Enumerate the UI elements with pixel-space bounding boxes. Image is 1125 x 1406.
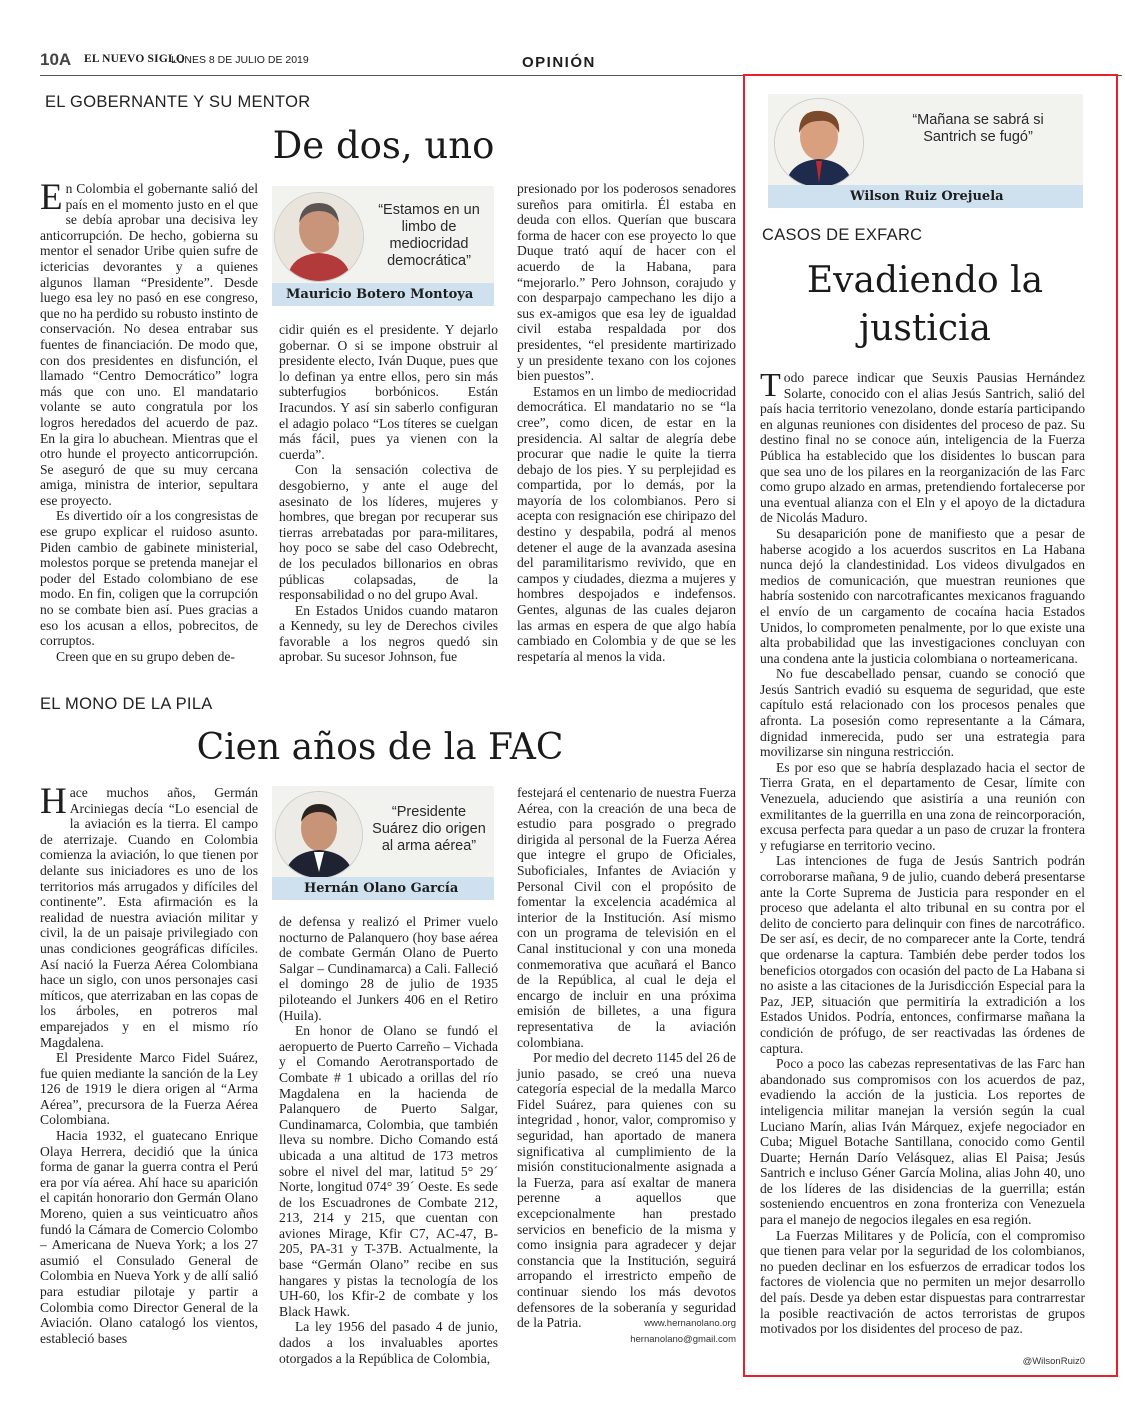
paragraph: festejará el centenario de nuestra Fuerza Aérea, con la creación de una beca de estudio para posgrado o pregrado dirigida al personal de la Fuerza Aérea que integre el grupo de Oficiales, Suboficiales, Infantes de Aviación y Personal Civil con el propósito de fomentar la excelencia académica al interior de la Institución. Así mismo con un programa de televisión en el Canal institucional y con una moneda conmemorativa que acuñará el Banco de la República, al cual le deja el encargo de incluir en una próxima emisión de billetes, a una figura representativa de la aviación colombiana. <box>517 785 736 1050</box>
article3-twitter-handle: @WilsonRuiz0 <box>1022 1356 1085 1367</box>
drop-cap: T <box>760 367 781 404</box>
paragraph: En Colombia el gobernante salió del país en el momento justo en el que se debía aprobar una decisiva ley anticorrupción. De hecho, gobierna su mentor el senador Uribe quien sufre de ictericias devorantes y a quienes algunos llaman “Presidente”. Desde luego esa ley no pasó en ese congreso, que no ha perdido su robusto instinto de conservación. No desea entrabar sus fuentes de financiación. De modo que, con dos presidentes en disfunción, el llamado “Centro Democrático” logra más que con uno. El mandatario volante se auto congratula por los logros heredados del acuerdo de paz. En la gira lo abuchean. Mientras que el otro hunde el proyecto anticorrupción. Se aseguró de que su muy cercana amiga, ministra de interior, sepultara ese proyecto. <box>40 177 258 508</box>
drop-cap: H <box>40 781 67 822</box>
article1-author-name: Mauricio Botero Montoya <box>272 283 494 306</box>
section-name: OPINIÓN <box>522 54 596 71</box>
article2-author-box <box>272 786 494 900</box>
article2-website: www.hernanolano.org <box>644 1318 736 1329</box>
article3-pull-quote: “Mañana se sabrá si Santrich se fugó” <box>912 112 1044 145</box>
paragraph: Es divertido oír a los congresistas de ese grupo explicar el ruidoso asunto. Piden cambio de gabinete ministerial, molestos porque se pretenda manejar el poder del Estado colombiano de ese modo. En fin, coligen que la corrupción no se combate bien así. Pues gracias a eso los acusan a ellos, pobrecitos, de corruptos. <box>40 508 258 649</box>
paragraph: El Presidente Marco Fidel Suárez, fue quien mediante la sanción de la Ley 126 de 1919 le diera origen al “Arma Aérea”, precursora de la Fuerza Aérea Colombiana. <box>40 1050 258 1128</box>
paragraph: No fue descabellado pensar, cuando se conoció que Jesús Santrich evadió su esquema de seguridad, que este capítulo está relacionado con los procesos penales que afronta. La posesión como representante a la Cámara, dignidad inmerecida, pudo ser una estrategia para movilizarse sin ninguna restricción. <box>760 666 1085 760</box>
author-portrait <box>274 192 364 282</box>
paragraph: Su desaparición pone de manifiesto que a pesar de haberse acogido a los acuerdos suscritos en La Habana nunca dejó la clandestinidad. Los videos divulgados en medios de comunicación, que muestran reuniones que habría sostenido con narcotraficantes mexicanos fraguando el envío de un cargamento de cocaína hacia Estados Unidos, lo comprometen penalmente, por lo que existe una alta probabilidad que las investigaciones concluyan con una condena ante la justicia colombiana o norteamericana. <box>760 525 1085 666</box>
article2-title: Cien años de la FAC <box>196 727 564 768</box>
article1-column-3 <box>517 181 736 664</box>
issue-date: LUNES 8 DE JULIO DE 2019 <box>171 54 309 66</box>
article3-title-line-2: justicia <box>859 308 991 349</box>
paragraph: Con la sensación colectiva de desgobierno, y ante el auge del asesinato de los líderes, mujeres y hombres, que bregan por recuperar sus tierras arrebatadas por para-militares, hoy poco se sabe del caso Odebrecht, de los peculados billonarios en obras públicas colapsadas, de la responsabilidad o no del grupo Aval. <box>279 462 498 603</box>
author-portrait <box>275 791 363 879</box>
article2-column-2 <box>279 914 498 1366</box>
article2-pull-quote: “Presidente Suárez dio origen al arma aérea” <box>372 804 486 854</box>
drop-cap: E <box>40 177 63 218</box>
paragraph: En honor de Olano se fundó el aeropuerto de Puerto Carreño – Vichada y el Comando Aerotransportado de Combate # 1 ubicado a orillas del río Magdalena en la hacienda de Palanquero de Puerto Salgar, Cundinamarca, Colombia, que también lleva su nombre. Dicho Comando está ubicada a una altitud de 173 metros sobre el nivel del mar, latitud 5° 29´ Norte, longitud 074° 39´ Oeste. Es sede de los Escuadrones de Combate 212, 213, 214 y 215, que cuentan con aviones Mirage, Kfir C7, AC-47, B-205, PA-31 y T-37B. Actualmente, la base “Germán Olano” recibe en sus hangares y pistas la tecnología de los UH-60, los Kfir-2 de combate y los Black Hawk. <box>279 1023 498 1319</box>
paragraph: Las intenciones de fuga de Jesús Santrich podrán corroborarse mañana, 9 de julio, cuando deberá presentarse ante la Corte Suprema de Justicia para responder en el proceso que adelanta el alto tribunal en su contra por el delito de concierto para delinquir con fines de narcotráfico. De ser así, es decir, de no comparecer ante la Corte, tendrá que ordenarse la captura. También debe perder todos los beneficios otorgados con ocasión del pacto de La Habana si no asiste a las citaciones de la Jurisdicción Especial para la Paz, JEP, situación que permitiría la extradición a los Estados Unidos. Podría, entonces, confirmarse mañana la condición de prófugo, de ser reactivadas las órdenes de captura. <box>760 853 1085 1056</box>
paragraph: presionado por los poderosos senadores sureños para omitirla. Él estaba en deuda con ellos. Querían que buscara forma de hacer con ese proyecto lo que Duque trató aquí de hacer con el acuerdo de la Habana, para “mejorarlo.” Pero Johnson, corajudo y con desparpajo campechano les dijo a sus ex-amigos que esa ley de igualdad civil estaba respaldada por dos presidentes, “el presidente martirizado y un presidente texano con los cojones bien puestos”. <box>517 181 736 384</box>
article2-kicker: EL MONO DE LA PILA <box>40 695 213 713</box>
article3-title <box>760 257 1090 353</box>
article3-body <box>760 367 1085 1337</box>
article1-column-2 <box>279 322 498 665</box>
paragraph: Por medio del decreto 1145 del 26 de junio pasado, se creó una nueva categoría especial de la medalla Marco Fidel Suárez, para quienes con su integridad , honor, valor, compromiso y seguridad, han aportado de manera significativa al cumplimiento de la misión constitucionalmente asignada a la Fuerza, para así exaltar de manera perenne a aquellos que excepcionalmente han prestado servicios en beneficio de la misma y como insignia para agradecer y dejar constancia que la Institución, seguirá arropando el irrestricto empeño de continuar siendo los más devotos defensores de la soberanía y seguridad de la Patria. <box>517 1050 736 1331</box>
article1-kicker: EL GOBERNANTE Y SU MENTOR <box>45 93 311 111</box>
author-portrait <box>774 98 864 188</box>
paragraph: Es por eso que se habría desplazado hacia el sector de Tierra Grata, en el departamento de Cesar, límite con Venezuela, aduciendo que asistiría a una reunión con exmilitantes de la guerrilla en una zona de reincorporación, excusa perfecta para quedar a un paso de cruzar la frontera y refugiarse en territorio vecino. <box>760 759 1085 853</box>
paragraph: La Fuerzas Militares y de Policía, con el compromiso que tienen para velar por la seguridad de los colombianos, no pueden declinar en los esfuerzos de erradicar todos los factores de violencia que no permiten un mejor desarrollo del país. Desde ya deben estar dispuestas para contrarrestar la posible reactivación de actos terroristas de grupos motivados por los disidentes del proceso de paz. <box>760 1227 1085 1337</box>
article3-title-line-1: Evadiendo la <box>806 260 1044 301</box>
article2-column-3 <box>517 785 736 1331</box>
paragraph: Todo parece indicar que Seuxis Pausias Hernández Solarte, conocido con el alias Jesús Santrich, salió del país hacia territorio venezolano, donde estaría participando en algunas reuniones con disidentes del proceso de paz. Su destino final no se conoce aún, inteligencia de la Fuerza Pública ha establecido que los disidentes lo buscan para que sea uno de los pilares en la reorganización de las Farc como grupo alzado en armas, pretendiendo fortalecerse por una eventual alianza con el Eln y el apoyo de la dictadura de Nicolás Maduro. <box>760 367 1085 526</box>
paragraph: Hace muchos años, Germán Arciniegas decía “Lo esencial de la aviación es la tierra. El campo de aterrizaje. Cuando en Colombia comienza la aviación, lo que tienen por delante sus iniciadores es uno de los territorios más arrugados y difíciles del continente”. Esta afirmación es la realidad de nuestra aviación militar y civil, la de un paisaje privilegiado con unas condiciones geográficas difíciles. Así nació la Fuerza Aérea Colombiana hace un siglo, con unos personajes casi míticos, que aterrizaban en las copas de los árboles, en potreros mal emparejados y en el mismo río Magdalena. <box>40 781 258 1050</box>
article1-author-box <box>272 186 494 306</box>
article3-kicker: CASOS DE EXFARC <box>762 226 923 244</box>
paragraph: Creen que en su grupo deben de- <box>56 648 235 664</box>
paragraph: En Estados Unidos cuando mataron a Kennedy, su ley de Derechos civiles favorable a los negros quedó sin aprobar. Su sucesor Johnson, fue <box>279 602 498 665</box>
article3-author-name: Wilson Ruiz Orejuela <box>768 185 1083 208</box>
article2-author-name: Hernán Olano García <box>272 877 494 900</box>
paragraph: La ley 1956 del pasado 4 de junio, dados a los invaluables aportes otorgados a la República de Colombia, <box>279 1319 498 1366</box>
article2-email: hernanolano@gmail.com <box>630 1334 736 1345</box>
article1-column-1 <box>40 177 258 664</box>
article2-column-1 <box>40 781 258 1346</box>
paragraph: cidir quién es el presidente. Y dejarlo gobernar. O si se impone obstruir al presidente electo, Iván Duque, pues que lo definan ya entre ellos, pero sin más subterfugios borbónicos. Están Iracundos. Y así sin saberlo configuran el adagio polaco “Los títeres se cuelgan más fácil, pues ya vienen con la cuerda”. <box>279 322 498 462</box>
article1-title: De dos, uno <box>272 124 495 167</box>
paragraph: Estamos en un limbo de mediocridad democrática. El mandatario no se “la cree”, como dicen, de estar en la presidencia. Al saltar de alegría debe procurar que nadie le quite la tierra debajo de los pies. Y su perplejidad es compartida, por lo demás, por la mayoría de los colombianos. Pero si acepta con resignación ese chiripazo del destino y despabila, podrá al menos detener el auge de la avanzada asesina del paramilitarismo revivido, que en campos y ciudades, diezma a mujeres y hombres despojados e indefensos. Gentes, algunas de las cuales dejaron las armas en espera de que algo había cambiado en Colombia y de que se les respetaría al menos la vida. <box>517 383 736 664</box>
newspaper-name: EL NUEVO SIGLO <box>84 53 185 65</box>
paragraph: Hacia 1932, el guatecano Enrique Olaya Herrera, decidió que la única forma de ganar la guerra contra el Perú era por vía aérea. Ahí hace su aparición el capitán honorario don Germán Olano Moreno, quien a sus veinticuatro años fundó la Cámara de Comercio Colombo – Americana de Nueva York; a los 27 asumió el Consulado General de Colombia en Nueva York y de allí salió para estudiar pilotaje y partir a Colombia como Director General de la Aviación. Olano catalogó los vientos, estableció bases <box>40 1128 258 1346</box>
page-number: 10A <box>40 50 72 69</box>
paragraph: Poco a poco las cabezas representativas de las Farc han abandonado sus compromisos con los acuerdos de paz, evadiendo la acción de la justicia. Los reportes de inteligencia militar manejan la versión según la cual Luciano Marín, alias Iván Márquez, exjefe negociador en Cuba; Miguel Botache Santillana, conocido como Gentil Duarte; Hernán Darío Velásquez, alias El Paisa; Jesús Santrich e incluso Géner García Molina, alias John 40, uno de los líderes de las disidencias de la guerrilla; están sosteniendo encuentros en zona fronteriza con Venezuela para el manejo de negocios ilegales en esa región. <box>760 1056 1085 1228</box>
paragraph: de defensa y realizó el Primer vuelo nocturno de Palanquero (hoy base aérea de combate Germán Olano de Puerto Salgar – Cundinamarca) a Cali. Falleció el domingo 28 de julio de 1935 piloteando el Junkers 406 en el Retiro (Huila). <box>279 914 498 1023</box>
article3-author-box <box>768 94 1083 208</box>
article1-pull-quote: “Estamos en un limbo de mediocridad democrática” <box>378 202 480 269</box>
